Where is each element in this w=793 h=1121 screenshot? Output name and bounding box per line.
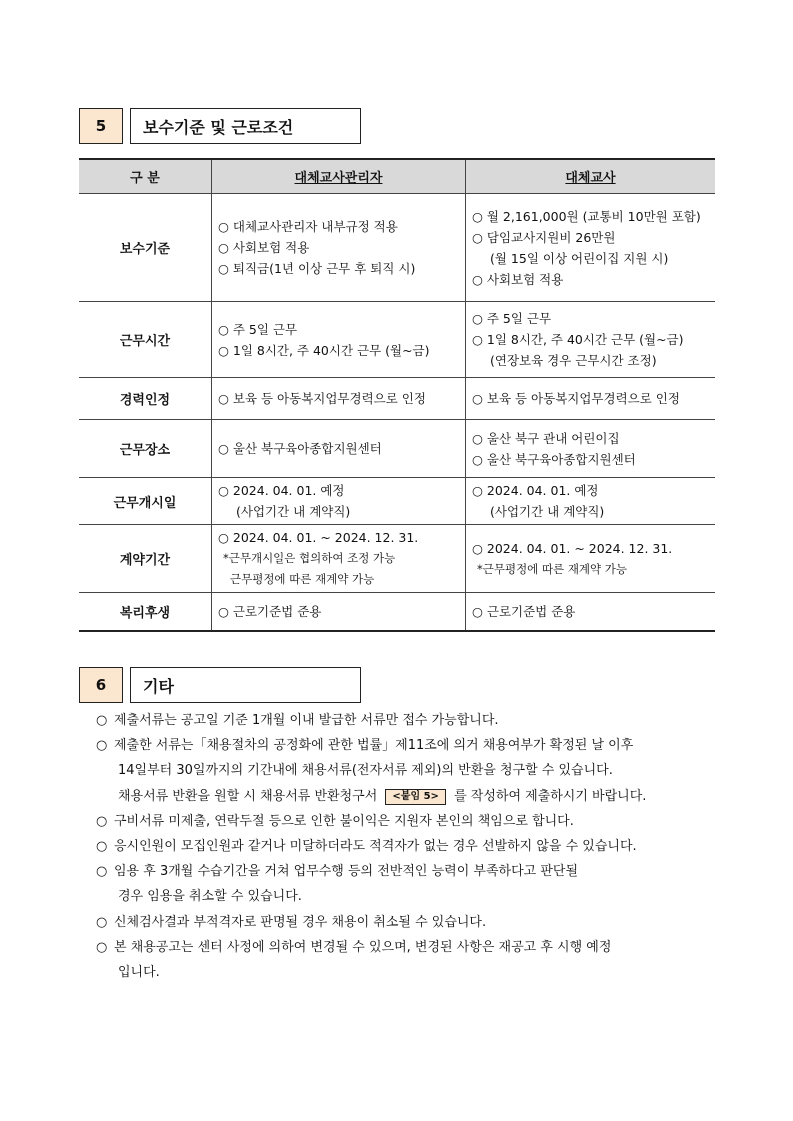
notes-list — [96, 708, 716, 985]
circle-bullet-icon: ○ — [96, 939, 108, 955]
list-item: ○ 본 채용공고는 센터 사정에 의하여 변경될 수 있으며, 변경된 사항은 재공고 후 시행 예정 — [96, 935, 716, 960]
teacher-cell: ○ 월 2,161,000원 (교통비 10만원 포함) ○ 담임교사지원비 26만원 (월 15일 이상 어린이집 지원 시) ○ 사회보험 적용 — [466, 194, 716, 302]
attachment-badge: <붙임 5> — [385, 789, 446, 805]
row-label: 보수기준 — [79, 194, 212, 302]
row-label: 근무개시일 — [79, 478, 212, 525]
table-row — [79, 194, 715, 302]
section-number: 5 — [79, 108, 123, 144]
circle-bullet-icon: ○ — [96, 864, 108, 880]
manager-cell: ○ 대체교사관리자 내부규정 적용 ○ 사회보험 적용 ○ 퇴직금(1년 이상 근무 후 퇴직 시) — [212, 194, 466, 302]
list-item: ○ 신체검사결과 부적격자로 판명될 경우 채용이 취소될 수 있습니다. — [96, 910, 716, 935]
section-title: 보수기준 및 근로조건 — [130, 108, 361, 144]
section-5-header — [79, 108, 361, 144]
list-item-continuation: 입니다. — [118, 965, 160, 981]
list-item-continuation: 14일부터 30일까지의 기간내에 채용서류(전자서류 제외)의 반환을 청구할 수 있습니다. — [118, 763, 613, 779]
circle-bullet-icon: ○ — [96, 738, 108, 754]
teacher-cell: ○ 근로기준법 준용 — [466, 593, 716, 631]
list-item-continuation: 경우 임용을 취소할 수 있습니다. — [118, 889, 302, 905]
teacher-cell: ○ 울산 북구 관내 어린이집 ○ 울산 북구육아종합지원센터 — [466, 420, 716, 478]
manager-cell: ○ 울산 북구육아종합지원센터 — [212, 420, 466, 478]
list-item: ○ 임용 후 3개월 수습기간을 거쳐 업무수행 등의 전반적인 능력이 부족하다고 판단될 — [96, 859, 716, 884]
list-item: ○ 제출서류는 공고일 기준 1개월 이내 발급한 서류만 접수 가능합니다. — [96, 708, 716, 733]
row-label: 복리후생 — [79, 593, 212, 631]
section-number: 6 — [79, 667, 123, 703]
table-row — [79, 378, 715, 420]
table-row — [79, 525, 715, 593]
list-item: ○ 응시인원이 모집인원과 같거나 미달하더라도 적격자가 없는 경우 선발하지 않을 수 있습니다. — [96, 834, 716, 859]
manager-cell: ○ 근로기준법 준용 — [212, 593, 466, 631]
list-item: ○ 제출한 서류는「채용절차의 공정화에 관한 법률」제11조에 의거 채용여부가 확정된 날 이후 — [96, 733, 716, 758]
header-category: 구 분 — [79, 159, 212, 194]
header-manager: 대체교사관리자 — [212, 159, 466, 194]
row-label: 경력인정 — [79, 378, 212, 420]
teacher-cell: ○ 보육 등 아동복지업무경력으로 인정 — [466, 378, 716, 420]
header-teacher: 대체교사 — [466, 159, 716, 194]
section-title: 기타 — [130, 667, 361, 703]
manager-cell: ○ 보육 등 아동복지업무경력으로 인정 — [212, 378, 466, 420]
circle-bullet-icon: ○ — [96, 813, 108, 829]
table-row — [79, 302, 715, 378]
teacher-cell: ○ 2024. 04. 01. ~ 2024. 12. 31. *근무평정에 따른 재계약 가능 — [466, 525, 716, 593]
list-item-continuation: 채용서류 반환을 원할 시 채용서류 반환청구서 <붙임 5> 를 작성하여 제출하시기 바랍니다. — [118, 788, 647, 804]
row-label: 근무시간 — [79, 302, 212, 378]
table-header-row — [79, 159, 715, 194]
circle-bullet-icon: ○ — [96, 839, 108, 855]
manager-cell: ○ 2024. 04. 01. 예정 (사업기간 내 계약직) — [212, 478, 466, 525]
conditions-table — [79, 158, 715, 632]
table-row — [79, 593, 715, 631]
table-row — [79, 478, 715, 525]
row-label: 근무장소 — [79, 420, 212, 478]
row-label: 계약기간 — [79, 525, 212, 593]
circle-bullet-icon: ○ — [96, 713, 108, 728]
section-6-header — [79, 667, 361, 703]
manager-cell: ○ 주 5일 근무 ○ 1일 8시간, 주 40시간 근무 (월~금) — [212, 302, 466, 378]
list-item: ○ 구비서류 미제출, 연락두절 등으로 인한 불이익은 지원자 본인의 책임으로 합니다. — [96, 809, 716, 834]
teacher-cell: ○ 주 5일 근무 ○ 1일 8시간, 주 40시간 근무 (월~금) (연장보육 경우 근무시간 조정) — [466, 302, 716, 378]
circle-bullet-icon: ○ — [96, 914, 108, 930]
teacher-cell: ○ 2024. 04. 01. 예정 (사업기간 내 계약직) — [466, 478, 716, 525]
manager-cell: ○ 2024. 04. 01. ~ 2024. 12. 31. *근무개시일은 협의하여 조정 가능 근무평정에 따른 재계약 가능 — [212, 525, 466, 593]
table-row — [79, 420, 715, 478]
